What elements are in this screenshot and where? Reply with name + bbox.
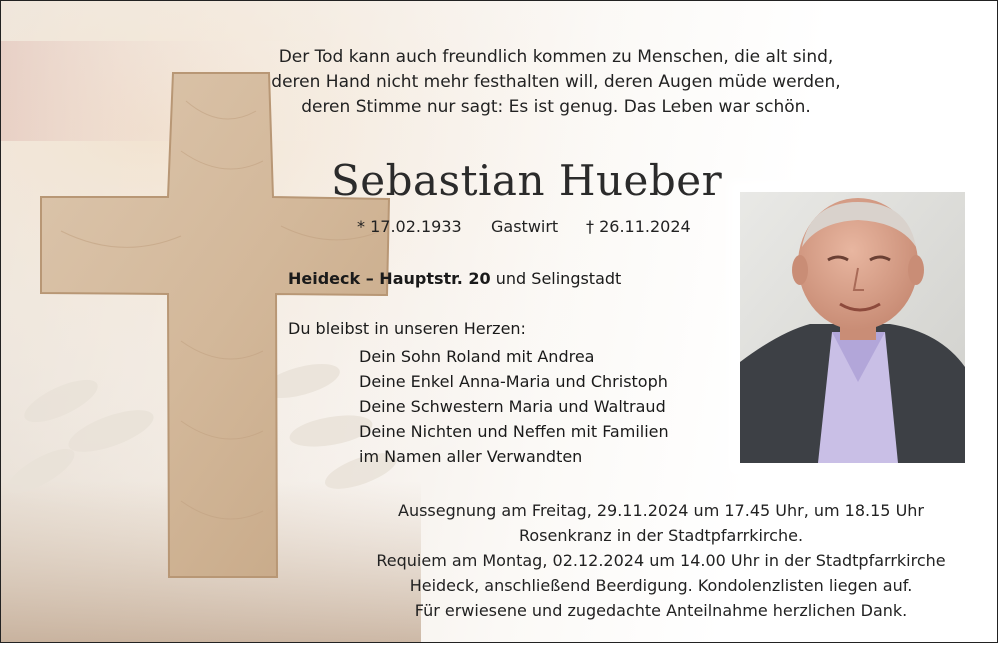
address (288, 269, 621, 288)
mourner-line: Deine Enkel Anna-Maria und Christoph (359, 372, 668, 391)
mourner-line: Dein Sohn Roland mit Andrea (359, 347, 595, 366)
mourners-intro: Du bleibst in unseren Herzen: (288, 319, 526, 338)
poem (251, 45, 861, 120)
service-line: Heideck, anschließend Beerdigung. Kondolenzlisten liegen auf. (409, 576, 913, 595)
deceased-name: Sebastian Hueber (331, 156, 723, 205)
portrait-frame (734, 186, 971, 469)
mourner-line: Deine Schwestern Maria und Waltraud (359, 397, 666, 416)
service-info (356, 498, 966, 623)
portrait-photo (740, 192, 965, 463)
poem-line: deren Stimme nur sagt: Es ist genug. Das Leben war schön. (301, 97, 811, 117)
poem-line: Der Tod kann auch freundlich kommen zu Menschen, die alt sind, (278, 47, 834, 67)
mourners-list (359, 344, 669, 469)
death-date: † 26.11.2024 (586, 217, 691, 236)
service-line: Requiem am Montag, 02.12.2024 um 14.00 Uhr in der Stadtpfarrkirche (376, 551, 946, 570)
occupation: Gastwirt (491, 217, 559, 236)
service-line: Für erwiesene und zugedachte Anteilnahme herzlichen Dank. (414, 601, 908, 620)
service-line: Rosenkranz in der Stadtpfarrkirche. (518, 526, 804, 545)
mourner-line: Deine Nichten und Neffen mit Familien (359, 422, 669, 441)
address-rest: und Selingstadt (490, 269, 622, 288)
service-line: Aussegnung am Freitag, 29.11.2024 um 17.45 Uhr, um 18.15 Uhr (398, 501, 924, 520)
poem-line: deren Hand nicht mehr festhalten will, deren Augen müde werden, (271, 72, 841, 92)
birth-date: * 17.02.1933 (357, 217, 462, 236)
address-bold: Heideck – Hauptstr. 20 (288, 269, 491, 288)
mourner-line: im Namen aller Verwandten (359, 447, 583, 466)
